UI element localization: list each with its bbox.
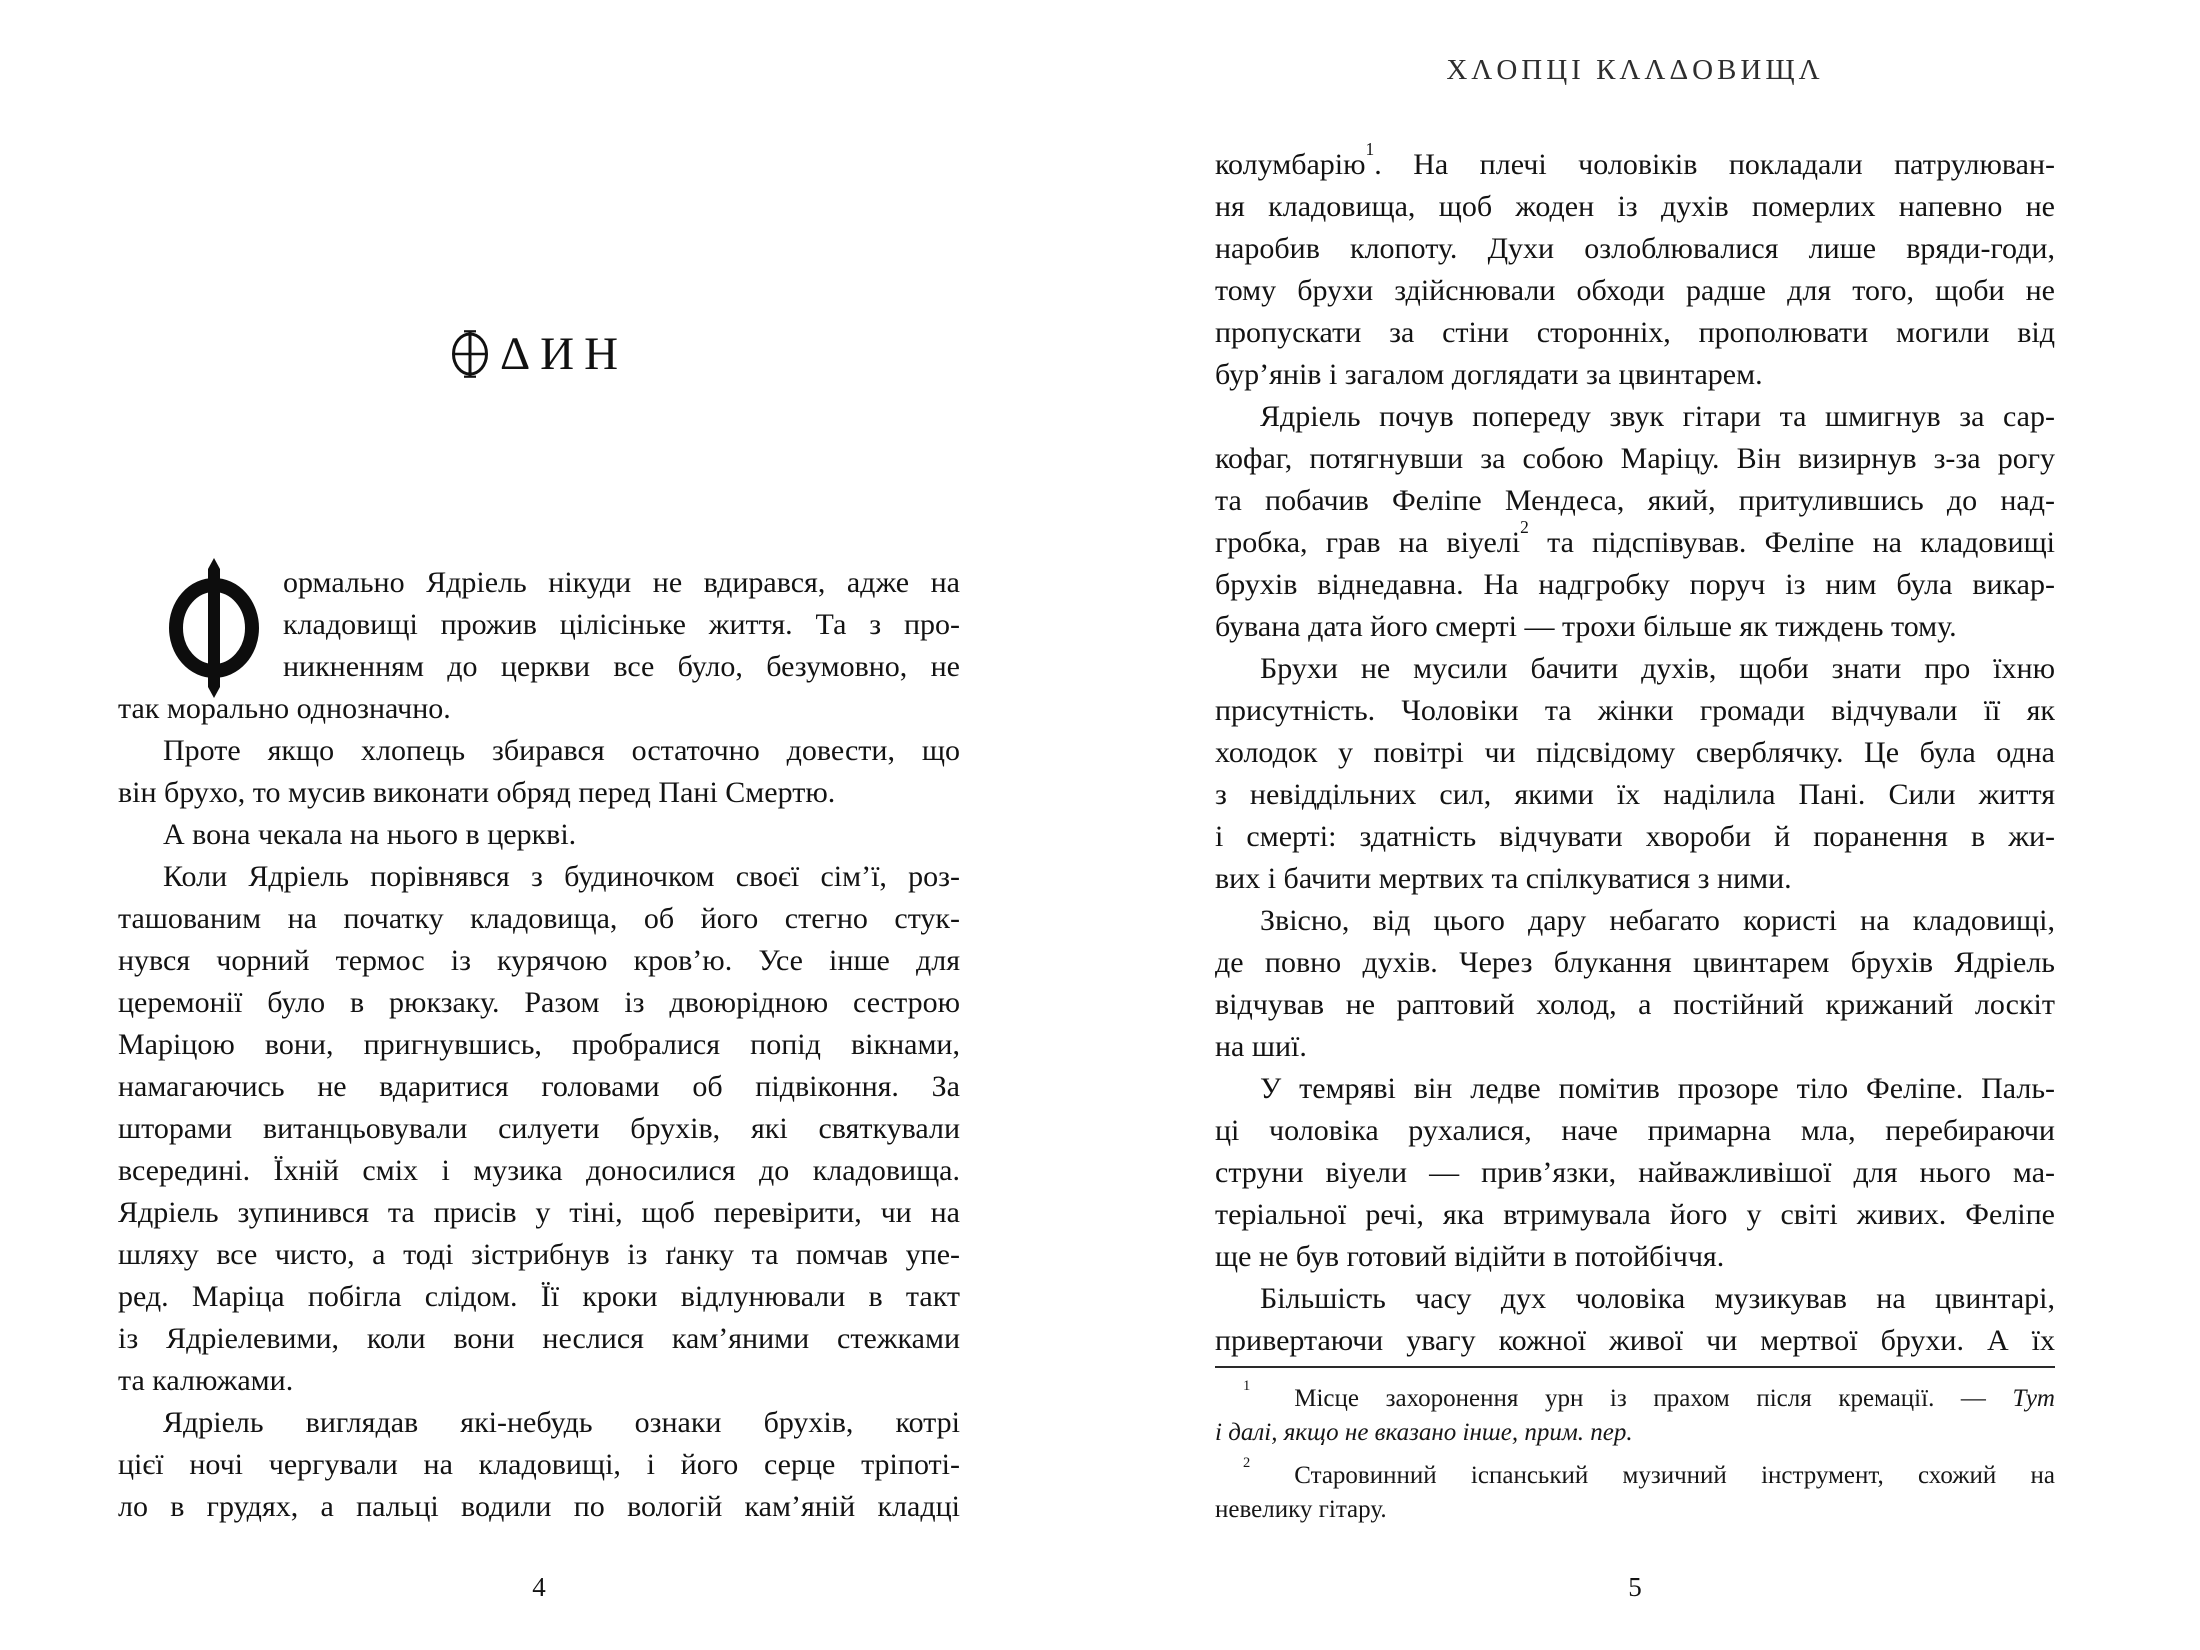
page-right [1100,0,2200,1650]
footnote [1215,1455,2055,1527]
paragraph [1215,1278,2055,1362]
text-line: наробив клопоту. Духи озлоблювалися лише вряди-годи, [1215,232,2055,265]
text-line: кофаг, потягнувши за собою Маріцу. Він визирнув з-за рогу [1215,442,2055,475]
footnote-marker: 2 [1243,1455,1251,1472]
paragraph [118,730,960,814]
paragraph [118,814,960,856]
text-line: бур’янів і загалом доглядати за цвинтарем. [1215,358,1763,391]
text-line: та побачив Феліпе Мендеса, який, притулившись до над- [1215,484,2055,517]
text-line: ред. Маріца побігла слідом. Її кроки відлунювали в такт [118,1280,960,1313]
footnotes-section [1215,1378,2055,1536]
text-line: Брухи не мусили бачити духів, щоби знати про їхню [1260,652,2055,685]
footnote-marker: 1 [1243,1378,1251,1395]
paragraph [1215,396,2055,648]
text-line: ло в грудях, а пальці водили по вологій кам’яній кладці [118,1490,960,1523]
text-line: А вона чекала на нього в церкві. [163,818,577,851]
text-line: никненням до церкви все було, безумовно, не [283,650,960,683]
page-number-right: 5 [1628,1572,1642,1602]
text-line: намагаючись не вдаритися головами об підвіконня. За [118,1070,960,1103]
text-line: брухів віднедавна. На надгробку поруч із ним була викар- [1215,568,2055,601]
text-line: струни віуели — прив’язки, найважливішої для нього ма- [1215,1156,2055,1189]
text-line: з невіддільних сил, якими їх наділила Пані. Сили життя [1215,778,2055,811]
text-line: ормально Ядріель нікуди не вдирався, адже на [283,566,960,599]
text-line: нувся чорний термос із курячою кров’ю. Усе інше для [118,944,960,977]
text-line: ще не був готовий відійти в потойбіччя. [1215,1240,1725,1273]
text-line: всередині. Їхній сміх і музика доносилися до кладовища. [118,1154,960,1187]
text-line: із Ядріелевими, коли вони неслися кам’яними стежками [118,1322,960,1355]
text-line: Ядріель виглядав які-небудь ознаки брухів, котрі [163,1406,960,1439]
text-line: відчував не раптовий холод, а постійний крижаний лоскіт [1215,988,2055,1021]
text-line: Коли Ядріель порівнявся з будиночком своєї сім’ї, роз- [163,860,960,893]
text-line: ташованим на початку кладовища, об його стегно стук- [118,902,960,935]
text-line: так морально однозначно. [118,692,451,725]
text-line: Ядріель зупинився та присів у тіні, щоб перевірити, чи на [118,1196,960,1229]
right-page-body [1215,139,2056,1362]
text-line: ці чоловіка рухалися, наче примарна мла, перебираючи [1215,1114,2055,1147]
text-line: Більшість часу дух чоловіка музикував на цвинтарі, [1260,1282,2055,1315]
text-line: холодок у повітрі чи підсвідому сверблячку. Це була одна [1215,736,2055,769]
text-line: вих і бачити мертвих та спілкуватися з ними. [1215,862,1792,895]
text-line: $^1$ Місце захоронення урн із прахом після кремації. — Тут [1243,1378,2055,1412]
text-line: Проте якщо хлопець збирався остаточно довести, що [163,734,960,767]
text-line: гробка, грав на віуелі$^2$ та підспівував. Феліпе на кладовищі [1215,517,2056,559]
paragraph [1215,648,2055,900]
text-line: $^2$ Старовинний іспанський музичний інструмент, схожий на [1243,1455,2055,1489]
left-page-body [118,562,960,1528]
text-line: на шиї. [1215,1030,1307,1063]
chapter-title-letters: ΔИН [499,327,629,380]
text-line: теріальної речі, яка втримувала його у світі живих. Феліпе [1215,1198,2055,1231]
footnote-ref: 1 [1365,139,1375,160]
text-line: привертаючи увагу кожної живої чи мертвої брухи. А їх [1215,1324,2055,1357]
text-line: невелику гітару. [1215,1496,1387,1523]
text-line: тому брухи здійснювали обходи радше для того, щоби не [1215,274,2055,307]
paragraph [118,856,960,1402]
footnote [1215,1378,2055,1450]
footnote-separator [1215,1366,2055,1368]
text-line: кладовищі прожив цілісіньке життя. Та з про- [283,608,960,641]
running-header: ХΛОПЦІ КΛΛΔОВИЩΛ [1446,54,1824,86]
text-line: цієї ночі чергували на кладовищі, і його серце тріпоті- [118,1448,960,1481]
text-line: Ядріель почув попереду звук гітари та шмигнув за сар- [1260,400,2055,433]
drop-cap-letter [118,562,283,680]
footnote-ref: 2 [1520,517,1529,538]
chapter-title [118,327,960,381]
text-line: Маріцою вони, пригнувшись, пробралися попід вікнами, [118,1028,960,1061]
text-line: ня кладовища, щоб жоден із духів померлих напевно не [1215,190,2055,223]
text-line: пропускати за стіни сторонніх, прополювати могили від [1215,316,2055,349]
text-line: У темряві він ледве помітив прозоре тіло Феліпе. Паль- [1260,1072,2055,1105]
text-line: присутність. Чоловіки та жінки громади відчували її як [1215,694,2055,727]
paragraph [1215,139,2055,396]
text-line: і смерті: здатність відчувати хвороби й поранення в жи- [1215,820,2055,853]
paragraph [118,562,960,730]
chapter-title-o-glyph [450,330,490,378]
paragraph [118,1402,960,1528]
text-line: Звісно, від цього дару небагато користі на кладовищі, [1260,904,2055,937]
text-line: колумбарію$^1$. На плечі чоловіків покладали патрулюван- [1215,139,2055,181]
text-line: він брухо, то мусив виконати обряд перед Пані Смертю. [118,776,836,809]
paragraph [1215,900,2055,1068]
text-line: і далі, якщо не вказано інше, прим. пер. [1215,1419,1633,1446]
page-number-left: 4 [532,1572,546,1602]
text-line: бувана дата його смерті — трохи більше як тиждень тому. [1215,610,1957,643]
paragraph [1215,1068,2055,1278]
text-line: де повно духів. Через блукання цвинтарем брухів Ядріель [1215,946,2055,979]
text-line: шторами витанцьовували силуети брухів, які святкували [118,1112,960,1145]
text-line: шляху все чисто, а тоді зістрибнув із ґанку та помчав упе- [118,1238,960,1271]
text-line: церемонії було в рюкзаку. Разом із двоюрідною сестрою [118,986,960,1019]
text-line: та калюжами. [118,1364,294,1397]
